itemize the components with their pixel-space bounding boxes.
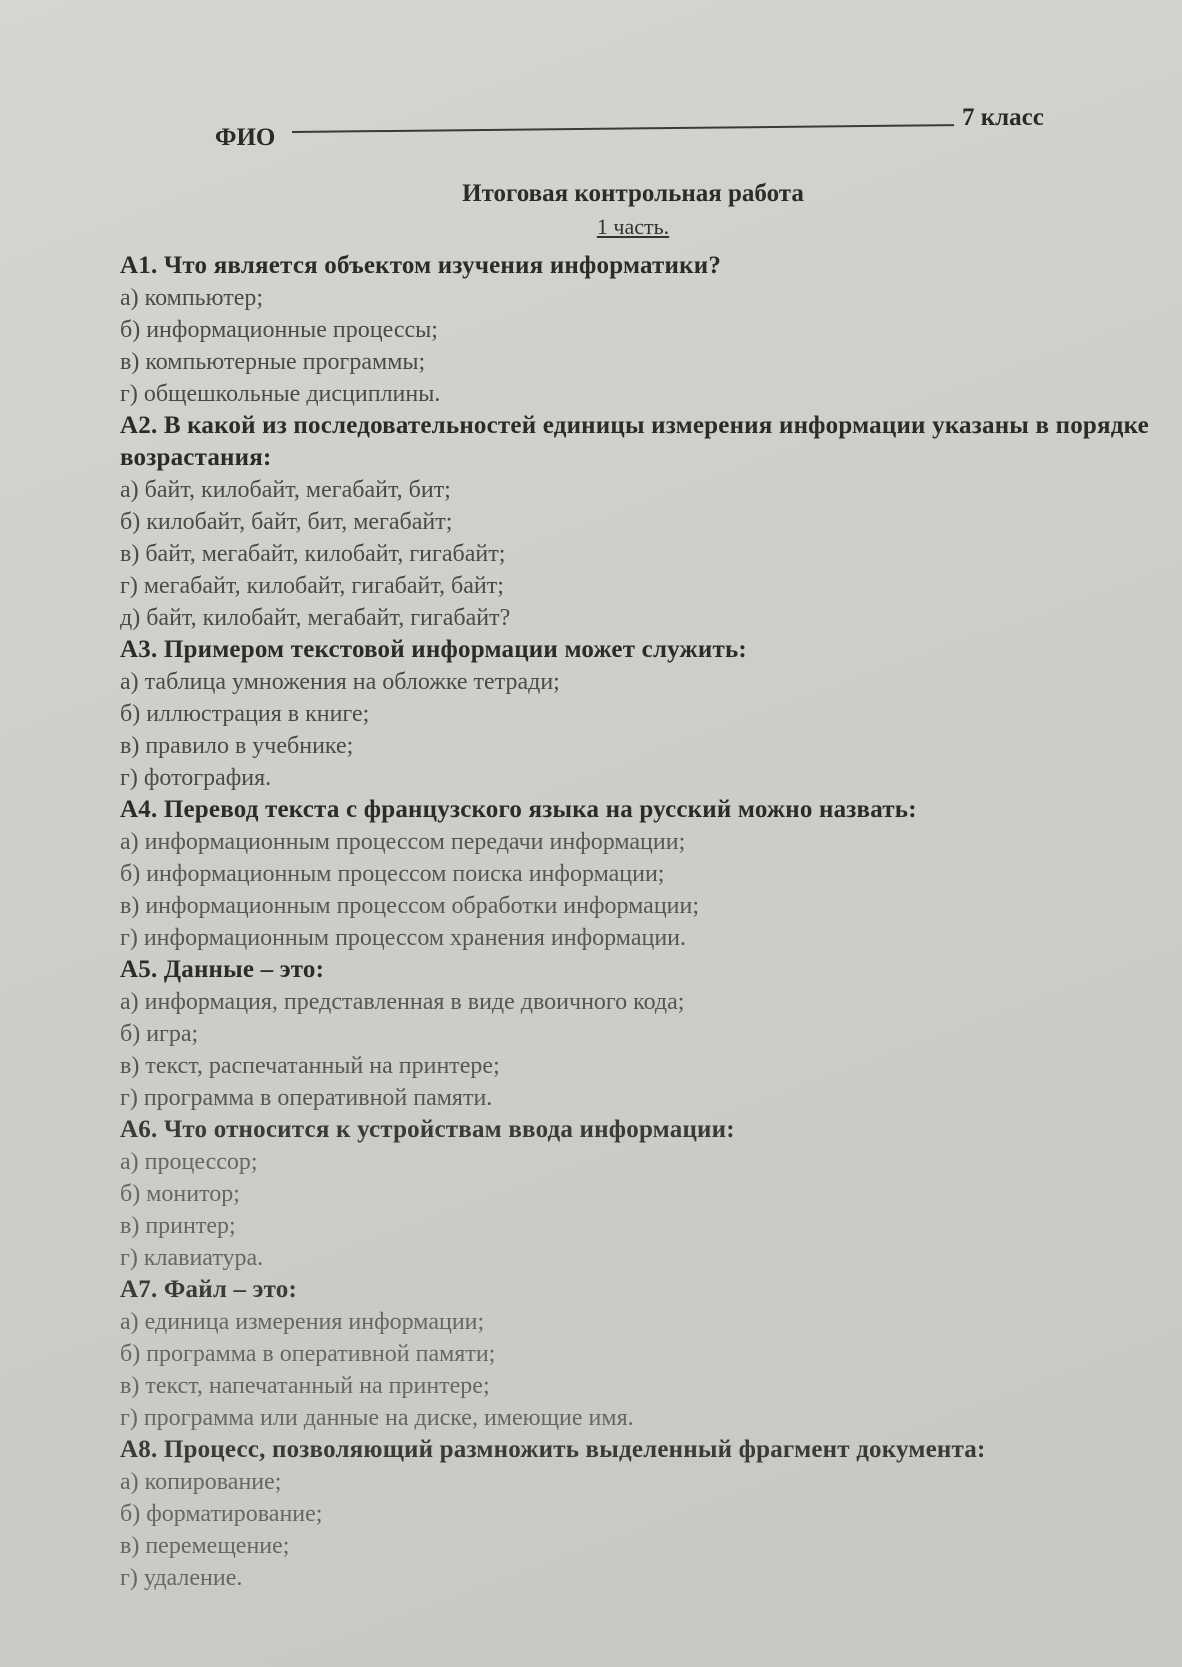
question-block <box>120 1114 1170 1274</box>
answer-option: д) байт, килобайт, мегабайт, гигабайт? <box>120 605 511 631</box>
answer-option: г) общешкольные дисциплины. <box>120 381 441 407</box>
question-text: А6. Что относится к устройствам ввода информации: <box>120 1116 735 1143</box>
answer-option: а) копирование; <box>120 1469 282 1495</box>
question-text: А1. Что является объектом изучения информатики? <box>120 252 722 279</box>
answer-option: б) игра; <box>120 1021 199 1047</box>
question-text: А5. Данные – это: <box>120 956 325 983</box>
question-text: А2. В какой из последовательностей единицы измерения информации указаны в порядке возрастания: <box>120 412 1149 471</box>
question-text: А4. Перевод текста с французского языка на русский можно назвать: <box>120 796 917 823</box>
answer-option: а) единица измерения информации; <box>120 1309 485 1335</box>
answer-option: в) информационным процессом обработки информации; <box>120 893 700 919</box>
question-block <box>120 410 1170 634</box>
answer-option: б) монитор; <box>120 1181 240 1207</box>
question-text: А7. Файл – это: <box>120 1276 298 1303</box>
question-block <box>120 634 1170 794</box>
question-block <box>120 954 1170 1114</box>
grade-label: 7 класс <box>962 104 1044 131</box>
fio-label: ФИО <box>215 124 276 151</box>
answer-option: г) программа или данные на диске, имеющие имя. <box>120 1405 634 1431</box>
question-block <box>120 250 1170 410</box>
answer-option: г) информационным процессом хранения информации. <box>120 925 687 951</box>
answer-option: а) таблица умножения на обложке тетради; <box>120 669 560 695</box>
question-block <box>120 1274 1170 1434</box>
answer-option: б) информационные процессы; <box>120 317 438 343</box>
page-title: Итоговая контрольная работа <box>462 180 804 207</box>
answer-option: а) компьютер; <box>120 285 264 311</box>
fio-underline <box>292 124 954 132</box>
part-label: 1 часть. <box>596 214 670 239</box>
question-text: А8. Процесс, позволяющий размножить выделенный фрагмент документа: <box>120 1436 986 1463</box>
answer-option: б) информационным процессом поиска информации; <box>120 861 665 887</box>
answer-option: в) текст, распечатанный на принтере; <box>120 1053 500 1079</box>
answer-option: а) байт, килобайт, мегабайт, бит; <box>120 477 451 503</box>
answer-option: б) килобайт, байт, бит, мегабайт; <box>120 509 453 535</box>
answer-option: в) правило в учебнике; <box>120 733 354 759</box>
answer-option: а) информация, представленная в виде двоичного кода; <box>120 989 685 1015</box>
answer-option: в) перемещение; <box>120 1533 290 1559</box>
answer-option: г) программа в оперативной памяти. <box>120 1085 493 1111</box>
answer-option: б) форматирование; <box>120 1501 323 1527</box>
answer-option: в) компьютерные программы; <box>120 349 426 375</box>
answer-option: б) программа в оперативной памяти; <box>120 1341 496 1367</box>
answer-option: г) клавиатура. <box>120 1245 264 1271</box>
answer-option: в) байт, мегабайт, килобайт, гигабайт; <box>120 541 506 567</box>
question-text: А3. Примером текстовой информации может служить: <box>120 636 747 663</box>
answer-option: г) фотография. <box>120 765 272 791</box>
answer-option: а) информационным процессом передачи информации; <box>120 829 686 855</box>
questions-list <box>120 250 1170 1594</box>
answer-option: в) текст, напечатанный на принтере; <box>120 1373 490 1399</box>
question-block <box>120 1434 1170 1594</box>
answer-option: б) иллюстрация в книге; <box>120 701 370 727</box>
answer-option: а) процессор; <box>120 1149 258 1175</box>
answer-option: г) удаление. <box>120 1565 243 1591</box>
answer-option: в) принтер; <box>120 1213 236 1239</box>
question-block <box>120 794 1170 954</box>
answer-option: г) мегабайт, килобайт, гигабайт, байт; <box>120 573 504 599</box>
